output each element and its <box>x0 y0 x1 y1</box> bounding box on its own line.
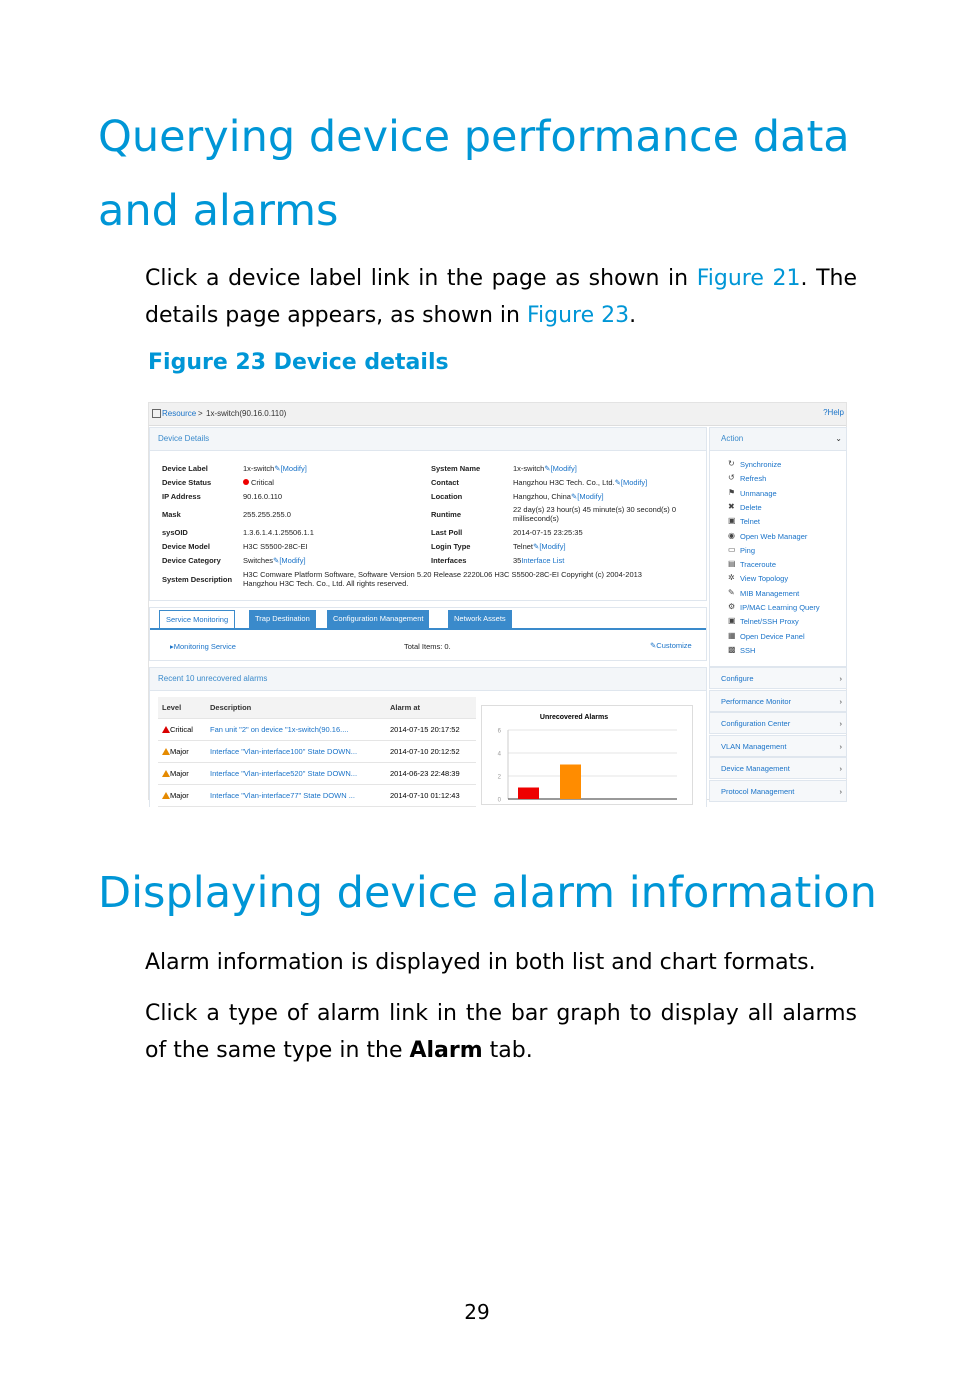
chevron-right-icon: › <box>839 719 842 729</box>
detail-value <box>513 505 676 523</box>
help-icon: ? <box>823 408 828 417</box>
detail-label: Contact <box>431 478 459 487</box>
y-tick-label: 0 <box>497 797 501 804</box>
unrecovered-alarms-chart <box>481 705 693 805</box>
modify-label: [Modify] <box>279 556 306 565</box>
tab-network-assets[interactable]: Network Assets <box>448 610 512 628</box>
detail-value <box>513 464 577 473</box>
detail-value-text: 1x-switch <box>513 464 545 473</box>
modify-link[interactable] <box>571 492 604 501</box>
action-topology[interactable] <box>728 574 788 583</box>
edit-icon: ✎ <box>650 641 657 650</box>
unmanage-icon: ⚑ <box>728 487 736 497</box>
trash-icon: ✖ <box>728 501 735 511</box>
y-tick-label: 2 <box>497 774 501 781</box>
menu-section-label: Performance Monitor <box>721 696 792 706</box>
menu-section-configuration-center[interactable] <box>709 712 847 734</box>
modify-link[interactable] <box>533 542 566 551</box>
action-proxy[interactable] <box>728 617 799 626</box>
alarm-tab-name: Alarm <box>409 1038 483 1063</box>
action-unmanage[interactable] <box>728 489 777 498</box>
system-description-line1: H3C Comware Platform Software, Software Version 5.20 Release 2220L06 H3C S5500-28C-EI Copyright (c) 2004-2013 <box>243 570 642 579</box>
table-row[interactable] <box>158 719 476 741</box>
web-icon: ◉ <box>728 530 735 540</box>
alarm-triangle-icon <box>162 792 170 799</box>
detail-value <box>513 478 647 487</box>
device-details-screenshot <box>148 402 847 804</box>
detail-value-text: Critical <box>251 478 274 487</box>
chevron-right-icon: › <box>839 674 842 683</box>
chevron-right-icon: › <box>839 696 842 706</box>
action-label: Traceroute <box>740 560 776 570</box>
alarm-level-cell <box>158 719 206 741</box>
detail-label: Device Model <box>162 542 210 551</box>
table-row[interactable] <box>158 763 476 785</box>
ssh-icon: ▩ <box>728 644 736 654</box>
modify-label: [Modify] <box>539 542 566 551</box>
action-ping[interactable] <box>728 546 755 555</box>
system-description-line2: Hangzhou H3C Tech. Co., Ltd. All rights reserved. <box>243 579 409 588</box>
alarms-table <box>158 697 476 807</box>
detail-value-text: 1.3.6.1.4.1.25506.1.1 <box>243 528 314 537</box>
detail-label: System Name <box>431 464 481 473</box>
edit-icon: ✎ <box>273 556 280 565</box>
col-description: Description <box>206 697 386 719</box>
edit-icon: ✎ <box>614 478 621 487</box>
detail-value-text: 2014-07-15 23:25:35 <box>513 528 583 537</box>
help-label: Help <box>827 408 844 417</box>
detail-value-text: Telnet <box>513 542 534 551</box>
text: Click a device label link in the page as shown in <box>145 266 697 291</box>
detail-value <box>243 510 291 519</box>
action-label: Telnet/SSH Proxy <box>740 617 799 627</box>
chevron-right-icon: › <box>839 764 842 774</box>
detail-label: Login Type <box>431 542 471 551</box>
y-tick-label: 6 <box>497 728 501 735</box>
figure-caption: Figure 23 Device details <box>148 350 449 375</box>
alarm-triangle-icon <box>162 770 170 777</box>
figure23-link[interactable]: Figure 23 <box>526 303 630 328</box>
text: . The details page appears, as shown in <box>145 266 857 328</box>
action-panel <box>709 427 847 667</box>
action-label: View Topology <box>740 574 789 584</box>
critical-status-dot-icon <box>243 479 249 485</box>
text: tab. <box>482 1038 533 1063</box>
tab-service-monitoring[interactable]: Service Monitoring <box>159 610 235 628</box>
detail-value-text: 1x-switch <box>243 464 275 473</box>
customize-link[interactable] <box>650 641 692 650</box>
edit-icon: ✎ <box>544 464 551 473</box>
alarm-level: Major <box>170 769 189 778</box>
detail-value-text: Hangzhou H3C Tech. Co., Ltd. <box>513 478 615 487</box>
paragraph-alarm-link <box>145 995 857 1069</box>
col-level: Level <box>158 697 206 719</box>
bar-critical[interactable] <box>518 788 539 800</box>
detail-value <box>243 478 274 487</box>
menu-section-label: Protocol Management <box>721 787 795 796</box>
detail-label: sysOID <box>162 528 188 537</box>
modify-link[interactable] <box>274 464 307 473</box>
tab-trap-destination[interactable]: Trap Destination <box>249 610 316 628</box>
detail-value <box>243 528 314 537</box>
service-tabs-panel <box>149 607 707 661</box>
edit-icon: ✎ <box>533 542 540 551</box>
total-items: Total Items: 0. <box>404 642 451 651</box>
proxy-icon: ▣ <box>728 616 736 626</box>
action-title-label: Action <box>721 434 744 443</box>
breadcrumb-resource-link[interactable]: Resource <box>162 409 197 418</box>
action-label: Telnet <box>740 517 761 527</box>
traceroute-icon: ▤ <box>728 559 736 569</box>
detail-label: Last Poll <box>431 528 463 537</box>
action-title <box>710 428 846 451</box>
help-link[interactable] <box>823 408 844 417</box>
menu-section-label: Device Management <box>721 764 790 774</box>
alarm-level-cell <box>158 741 206 763</box>
alarms-table-header <box>158 697 476 719</box>
modify-label: [Modify] <box>577 492 604 501</box>
menu-section-performance-monitor[interactable] <box>709 690 847 712</box>
edit-icon: ✎ <box>570 492 578 501</box>
detail-label: Runtime <box>431 510 461 519</box>
alarm-level: Major <box>170 791 189 800</box>
breadcrumb <box>149 403 846 426</box>
modify-link[interactable] <box>273 556 306 565</box>
breadcrumb-current: 1x-switch(90.16.0.110) <box>206 409 287 418</box>
detail-value <box>243 556 306 565</box>
modify-link[interactable] <box>521 556 564 565</box>
alarm-level-cell <box>158 763 206 785</box>
chevron-right-icon: › <box>839 741 842 751</box>
device-details-panel <box>149 427 707 601</box>
detail-value <box>513 528 583 537</box>
action-trash[interactable] <box>728 503 762 512</box>
detail-label: Mask <box>162 510 181 519</box>
detail-value-text: 255.255.255.0 <box>243 510 291 519</box>
alarm-description-link[interactable]: Interface "Vlan-interface77" State DOWN ... <box>206 785 386 807</box>
detail-label: Device Category <box>162 556 221 565</box>
chart-svg <box>482 706 694 806</box>
menu-section-label: VLAN Management <box>721 741 787 751</box>
alarm-time: 2014-07-10 20:12:52 <box>386 741 476 763</box>
customize-label: Customize <box>656 641 692 650</box>
action-web[interactable] <box>728 532 807 541</box>
detail-label: IP Address <box>162 492 201 501</box>
tab-bar <box>150 608 706 630</box>
page-number: 29 <box>464 1300 490 1324</box>
detail-value-text: millisecond(s) <box>513 514 559 523</box>
alarm-triangle-icon <box>162 748 170 755</box>
tab-configuration-management[interactable]: Configuration Management <box>327 610 429 628</box>
monitoring-service-label: Monitoring Service <box>173 642 236 651</box>
menu-section-vlan-management[interactable] <box>709 735 847 757</box>
section-heading-querying: Querying device performance data and alarms <box>98 112 850 236</box>
device-details-title: Device Details <box>150 428 706 451</box>
breadcrumb-separator: > <box>198 409 203 418</box>
action-query[interactable] <box>728 603 820 612</box>
section-heading-alarms: Displaying device alarm information <box>98 868 877 918</box>
detail-value <box>513 542 566 551</box>
modify-label: Interface List <box>521 556 565 565</box>
action-label: Open Web Manager <box>740 531 808 541</box>
detail-value-text: Switches <box>243 556 274 565</box>
detail-label: Interfaces <box>431 556 467 565</box>
text: . <box>629 303 637 328</box>
chart-title: Unrecovered Alarms <box>539 714 609 721</box>
col-alarm-at: Alarm at <box>386 697 476 719</box>
detail-value-text: H3C S5500-28C-EI <box>243 542 308 551</box>
detail-value-text: 90.16.0.110 <box>243 492 283 501</box>
table-row[interactable] <box>158 785 476 807</box>
action-traceroute[interactable] <box>728 560 776 569</box>
refresh-icon: ↺ <box>728 473 735 483</box>
menu-section-label: Configure <box>721 674 754 683</box>
menu-section-protocol-management[interactable] <box>709 780 847 802</box>
action-panel[interactable] <box>728 632 805 641</box>
menu-section-label: Configuration Center <box>721 719 791 729</box>
action-telnet[interactable] <box>728 517 760 526</box>
modify-link[interactable] <box>544 464 577 473</box>
action-label: Refresh <box>740 474 767 484</box>
detail-label: Device Status <box>162 478 212 487</box>
action-label: Synchronize <box>740 460 782 469</box>
paragraph-alarm-formats: Alarm information is displayed in both list and chart formats. <box>145 950 816 975</box>
detail-value <box>513 492 604 501</box>
topology-icon: ✲ <box>728 573 735 583</box>
query-icon: ⚙ <box>728 602 736 611</box>
alarm-level-cell <box>158 785 206 807</box>
alarm-level: Major <box>170 747 189 756</box>
detail-value <box>513 556 564 565</box>
detail-label: Device Label <box>162 464 208 473</box>
wrench-icon: ✎ <box>728 587 735 597</box>
chevron-right-icon: › <box>839 787 842 796</box>
detail-value-text: 35 <box>513 556 522 565</box>
detail-value-text: Hangzhou, China <box>513 492 571 501</box>
panel-icon: ▦ <box>728 630 736 640</box>
modify-label: [Modify] <box>280 464 307 473</box>
alarm-description-link[interactable]: Fan unit "2" on device "1x-switch(90.16.... <box>206 719 386 741</box>
resource-icon <box>152 409 161 418</box>
action-label: Ping <box>740 545 756 555</box>
action-sync[interactable] <box>728 460 781 469</box>
action-refresh[interactable] <box>728 474 766 483</box>
alarm-time: 2014-06-23 22:48:39 <box>386 763 476 785</box>
alarm-time: 2014-07-15 20:17:52 <box>386 719 476 741</box>
monitoring-service-link[interactable] <box>170 642 236 651</box>
action-label: Delete <box>740 502 762 512</box>
modify-link[interactable] <box>615 478 648 487</box>
action-label: Open Device Panel <box>740 631 805 641</box>
system-description-label: System Description <box>162 575 233 584</box>
sync-icon: ↻ <box>728 459 735 468</box>
action-label: SSH <box>740 645 756 655</box>
alarms-title: Recent 10 unrecovered alarms <box>150 668 706 691</box>
detail-label: Location <box>431 492 463 501</box>
alarm-description-link[interactable]: Interface "Vlan-interface100" State DOWN... <box>206 741 386 763</box>
alarm-level: Critical <box>170 725 193 734</box>
table-row[interactable] <box>158 741 476 763</box>
alarm-time: 2014-07-10 01:12:43 <box>386 785 476 807</box>
detail-value <box>243 542 308 551</box>
alarm-description-link[interactable]: Interface "Vlan-interface520" State DOWN... <box>206 763 386 785</box>
y-tick-label: 4 <box>497 751 501 758</box>
detail-value <box>243 464 307 473</box>
detail-value-text: 22 day(s) 23 hour(s) 45 minute(s) 30 second(s) 0 <box>513 505 676 514</box>
detail-value <box>243 492 282 501</box>
action-label: IP/MAC Learning Query <box>740 603 820 612</box>
modify-label: [Modify] <box>620 478 648 487</box>
action-wrench[interactable] <box>728 589 799 598</box>
menu-section-configure[interactable] <box>709 667 847 689</box>
modify-label: [Modify] <box>550 464 577 473</box>
ping-icon: ▭ <box>728 544 736 554</box>
alarm-triangle-icon <box>162 726 170 733</box>
action-ssh[interactable] <box>728 646 755 655</box>
paragraph-intro <box>145 260 857 334</box>
text: Click a type of alarm link in the bar graph to display all alarms of the same type in the <box>145 1001 857 1063</box>
menu-section-device-management[interactable] <box>709 757 847 779</box>
figure21-link[interactable]: Figure 21 <box>696 266 801 291</box>
expand-triangle-icon: ▸ <box>170 642 174 651</box>
edit-icon: ✎ <box>274 464 281 473</box>
telnet-icon: ▣ <box>728 516 736 526</box>
bar-major[interactable] <box>560 765 581 800</box>
chevron-down-icon: ⌄ <box>835 434 842 443</box>
action-label: Unmanage <box>740 488 777 498</box>
action-label: MIB Management <box>740 588 800 598</box>
